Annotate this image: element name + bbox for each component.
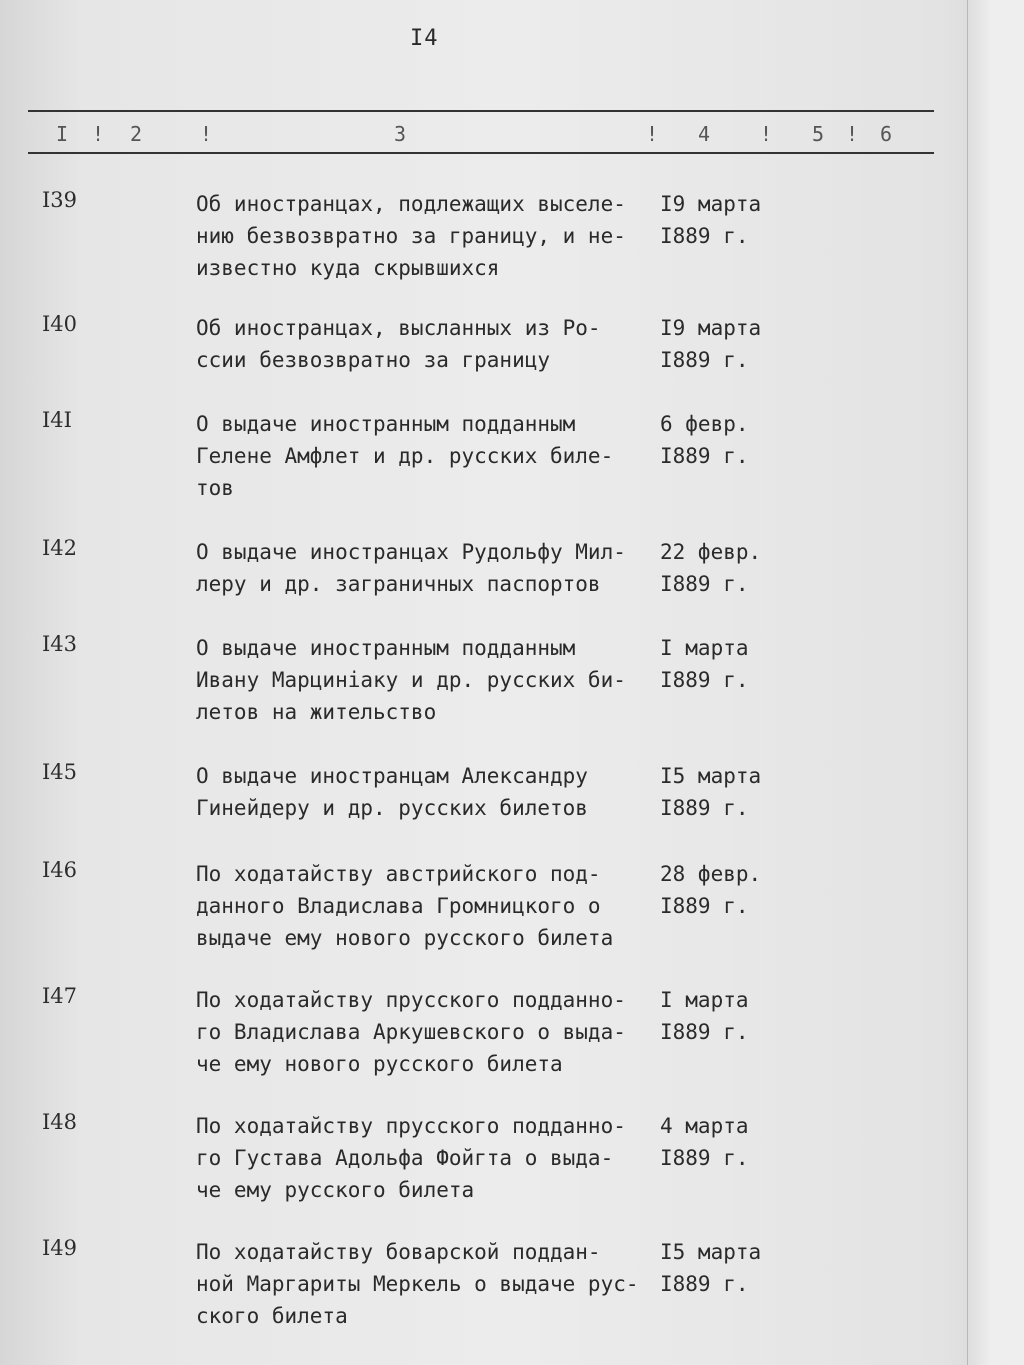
- record-title: Об иностранцах, подлежащих выселе- нию безвозвратно за границу, и не- известно куда скрывшихся: [196, 192, 626, 280]
- record-number: I40: [42, 312, 78, 336]
- record-title: По ходатайству австрийского под- данного Владислава Громницкого о выдаче ему нового русского билета: [196, 862, 614, 950]
- column-separator: !: [760, 122, 773, 146]
- record-number: I49: [42, 1236, 78, 1260]
- record-number: I42: [42, 536, 78, 560]
- column-separator: !: [846, 122, 859, 146]
- record-date: 4 марта I889 г.: [660, 1114, 749, 1170]
- record-date: I марта I889 г.: [660, 636, 749, 692]
- page-edge: [967, 0, 1024, 1365]
- record-date: 22 февр. I889 г.: [660, 540, 762, 596]
- column-separator: !: [200, 122, 213, 146]
- column-header-6: 6: [880, 122, 893, 146]
- header-rule-bottom: [28, 152, 934, 154]
- record-title: Об иностранцах, высланных из Ро- ссии безвозвратно за границу: [196, 316, 601, 372]
- record-date: 28 февр. I889 г.: [660, 862, 762, 918]
- record-title: О выдаче иностранным подданным Ивану Марцинiаку и др. русских би- летов на жительство: [196, 636, 626, 724]
- record-date: I5 марта I889 г.: [660, 1240, 762, 1296]
- record-title: По ходатайству боварской поддан- ной Маргариты Меркель о выдаче рус- ского билета: [196, 1240, 639, 1328]
- record-title: О выдаче иностранцам Александру Гинейдеру и др. русских билетов: [196, 764, 588, 820]
- column-separator: !: [92, 122, 105, 146]
- record-number: I47: [42, 984, 78, 1008]
- record-date: 6 февр. I889 г.: [660, 412, 749, 468]
- page-number: I4: [410, 26, 439, 51]
- record-title: О выдаче иностранным подданным Гелене Амфлет и др. русских биле- тов: [196, 412, 614, 500]
- column-header-3: 3: [394, 122, 407, 146]
- record-date: I9 марта I889 г.: [660, 192, 762, 248]
- record-number: I39: [42, 188, 78, 212]
- record-date: I5 марта I889 г.: [660, 764, 762, 820]
- record-number: I46: [42, 858, 78, 882]
- column-header-5: 5: [812, 122, 825, 146]
- record-number: I45: [42, 760, 78, 784]
- record-number: I43: [42, 632, 78, 656]
- record-date: I марта I889 г.: [660, 988, 749, 1044]
- record-number: I48: [42, 1110, 78, 1134]
- record-title: По ходатайству прусского подданно- го Густава Адольфа Фойгта о выда- че ему русского билета: [196, 1114, 626, 1202]
- column-header-1: I: [56, 122, 69, 146]
- column-separator: !: [646, 122, 659, 146]
- header-rule-top: [28, 110, 934, 112]
- record-number: I4I: [42, 408, 72, 432]
- record-date: I9 марта I889 г.: [660, 316, 762, 372]
- column-header-4: 4: [698, 122, 711, 146]
- record-title: По ходатайству прусского подданно- го Владислава Аркушевского о выда- че ему нового русского билета: [196, 988, 626, 1076]
- column-header-2: 2: [130, 122, 143, 146]
- record-title: О выдаче иностранцах Рудольфу Мил- леру и др. заграничных паспортов: [196, 540, 626, 596]
